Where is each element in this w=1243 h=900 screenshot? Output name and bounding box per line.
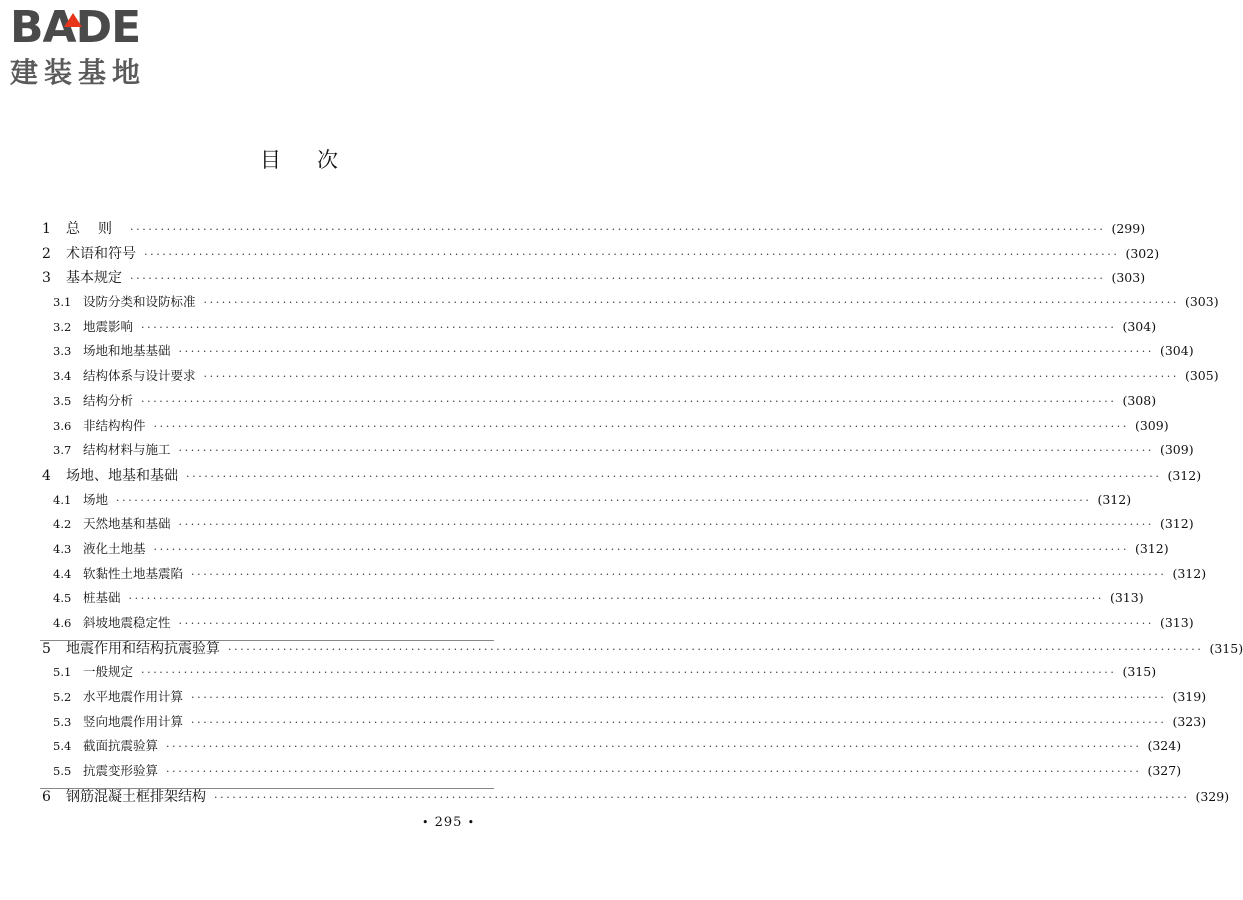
toc-entry-number: 4.2	[53, 517, 72, 532]
toc-entry-page: (303)	[1184, 294, 1219, 310]
toc-entry-number: 3.3	[53, 344, 72, 359]
logo-wordmark: BADE	[10, 2, 141, 53]
toc-entry-page: (302)	[1125, 245, 1160, 261]
toc-entry-page: (313)	[1109, 590, 1144, 606]
toc-entry-page: (304)	[1122, 318, 1157, 334]
toc-entry-page: (309)	[1134, 417, 1169, 433]
toc-entry-page: (312)	[1097, 491, 1132, 507]
toc-entry-page: (299)	[1111, 221, 1146, 236]
toc-entry-page: (308)	[1122, 392, 1157, 408]
toc-entry[interactable]	[40, 786, 1230, 811]
toc-dot-leader: ································································································································································	[130, 223, 1106, 236]
toc-entry[interactable]	[40, 490, 1132, 515]
toc-entry[interactable]	[40, 712, 1207, 737]
toc-entry-title: 桩基础	[83, 590, 121, 606]
toc-dot-leader: ································································································································································	[228, 642, 1204, 656]
toc-entry-number: 6	[42, 788, 51, 805]
toc-entry-number: 1	[42, 221, 51, 237]
toc-dot-leader: ································································································································································	[178, 518, 1154, 532]
toc-dot-leader: ································································································································································	[166, 740, 1142, 754]
toc-entry-page: (312)	[1167, 467, 1202, 483]
toc-entry[interactable]	[40, 465, 1202, 490]
toc-entry-title: 结构体系与设计要求	[83, 368, 196, 384]
toc-dot-leader: ································································································································································	[186, 469, 1162, 483]
page-title	[0, 144, 600, 174]
toc-entry-page: (313)	[1159, 615, 1194, 630]
section-divider	[40, 640, 494, 641]
toc-entry[interactable]	[40, 687, 1207, 712]
toc-entry-title: 地震影响	[83, 318, 134, 334]
toc-entry-title: 抗震变形验算	[83, 763, 159, 779]
toc-entry-number: 5.2	[53, 690, 72, 705]
toc-entry-title: 基本规定	[66, 270, 122, 287]
toc-entry[interactable]	[40, 267, 1146, 292]
toc-entry-number: 3.7	[53, 443, 72, 458]
toc-dot-leader: ································································································································································	[144, 247, 1120, 261]
toc-entry-title: 场地和地基基础	[83, 343, 171, 359]
toc-entry-title: 结构分析	[83, 392, 134, 408]
toc-dot-leader: ································································································································································	[153, 542, 1129, 556]
toc-dot-leader: ································································································································································	[116, 493, 1092, 507]
toc-entry[interactable]	[40, 341, 1194, 366]
bade-logo	[10, 4, 180, 96]
toc-entry-title: 结构材料与施工	[83, 442, 171, 458]
toc-entry[interactable]	[40, 613, 1194, 638]
toc-dot-leader: ································································································································································	[141, 394, 1117, 408]
toc-entry[interactable]	[40, 391, 1157, 416]
toc-entry[interactable]	[40, 218, 1146, 243]
toc-entry-page: (312)	[1159, 516, 1194, 532]
toc-dot-leader: ································································································································································	[141, 320, 1117, 334]
toc-entry-page: (304)	[1159, 343, 1194, 359]
toc-entry-number: 5.5	[53, 764, 72, 779]
toc-entry-number: 2	[42, 245, 51, 262]
toc-entry-number: 3.5	[53, 393, 72, 408]
toc-entry-title: 斜坡地震稳定性	[83, 615, 171, 630]
toc-entry-page: (309)	[1159, 442, 1194, 458]
toc-entry-title: 地震作用和结构抗震验算	[66, 640, 220, 657]
toc-entry-number: 3.4	[53, 369, 72, 384]
toc-entry-title: 水平地震作用计算	[83, 689, 184, 705]
toc-entry-title: 一般规定	[83, 664, 134, 680]
toc-dot-leader: ································································································································································	[166, 765, 1142, 779]
toc-entry[interactable]	[40, 564, 1207, 589]
toc-entry[interactable]	[40, 292, 1219, 317]
toc-entry-number: 4.1	[53, 492, 72, 507]
toc-dot-leader: ································································································································································	[178, 444, 1154, 458]
toc-entry[interactable]	[40, 588, 1144, 613]
toc-entry[interactable]	[40, 514, 1194, 539]
toc-entry-number: 4.5	[53, 591, 72, 606]
page-number-value: 295	[434, 815, 463, 830]
toc-entry[interactable]	[40, 638, 1243, 663]
toc-dot-leader: ································································································································································	[130, 272, 1106, 286]
toc-entry[interactable]	[40, 761, 1182, 786]
toc-entry-title: 场地	[83, 491, 109, 507]
logo-accent-triangle	[64, 13, 82, 27]
toc-dot-leader: ································································································································································	[128, 592, 1104, 606]
toc-entry-title: 总则	[66, 221, 130, 237]
page-number: • 295 •	[422, 815, 476, 830]
toc-dot-leader: ································································································································································	[203, 296, 1179, 310]
toc-entry-number: 5.4	[53, 739, 72, 754]
toc-entry-title: 设防分类和设防标准	[83, 294, 196, 310]
toc-dot-leader: ································································································································································	[191, 567, 1167, 581]
toc-entry-page: (303)	[1111, 270, 1146, 286]
toc-entry-title: 竖向地震作用计算	[83, 713, 184, 729]
toc-entry-page: (324)	[1147, 738, 1182, 754]
section-divider	[40, 788, 494, 789]
toc-entry-page: (312)	[1172, 565, 1207, 581]
toc-entry-title: 液化土地基	[83, 540, 146, 556]
toc-entry-number: 5	[42, 640, 51, 657]
toc-entry-page: (305)	[1184, 368, 1219, 384]
toc-entry-number: 3.1	[53, 295, 72, 310]
toc-entry-number: 4.4	[53, 566, 72, 581]
toc-dot-leader: ································································································································································	[178, 617, 1154, 630]
toc-entry-title: 天然地基和基础	[83, 516, 171, 532]
toc-entry-title: 术语和符号	[66, 245, 136, 262]
toc-entry-number: 3	[42, 270, 51, 287]
page-title-char-1: 目	[260, 148, 283, 172]
toc-entry-number: 3.2	[53, 319, 72, 334]
toc-entry-number: 4	[42, 467, 51, 484]
toc-entry-title: 软黏性土地基震陷	[83, 565, 184, 581]
toc-entry-number: 5.1	[53, 665, 72, 680]
toc-entry-page: (315)	[1122, 664, 1157, 680]
toc-entry-number: 3.6	[53, 418, 72, 433]
toc-entry-page: (327)	[1147, 763, 1182, 779]
toc-entry[interactable]	[40, 366, 1219, 391]
toc-entry[interactable]	[40, 243, 1160, 268]
toc-dot-leader: ································································································································································	[191, 715, 1167, 729]
logo-subtitle: 建装基地	[10, 56, 147, 89]
toc-entry-title: 场地、地基和基础	[66, 467, 178, 484]
toc-entry-page: (319)	[1172, 689, 1207, 705]
toc-entry[interactable]	[40, 662, 1157, 687]
toc-entry-title: 截面抗震验算	[83, 738, 159, 754]
toc-entry-title: 钢筋混凝土框排架结构	[66, 788, 206, 805]
toc-entry-title: 非结构构件	[83, 417, 146, 433]
toc-entry-number: 5.3	[53, 714, 72, 729]
toc-entry[interactable]	[40, 736, 1182, 761]
toc-dot-leader: ································································································································································	[153, 419, 1129, 433]
toc-entry-page: (329)	[1195, 788, 1230, 804]
toc-entry[interactable]	[40, 539, 1169, 564]
toc-dot-leader: ································································································································································	[178, 345, 1154, 359]
toc-entry-page: (315)	[1209, 640, 1243, 656]
toc-entry-page: (312)	[1134, 540, 1169, 556]
toc-dot-leader: ································································································································································	[214, 790, 1190, 804]
toc-entry[interactable]	[40, 317, 1157, 342]
toc-entry[interactable]	[40, 416, 1169, 441]
toc-dot-leader: ································································································································································	[203, 370, 1179, 384]
toc-entry[interactable]	[40, 440, 1194, 465]
toc-entry-number: 4.3	[53, 541, 72, 556]
toc-entry-number: 4.6	[53, 616, 72, 630]
page-title-char-2: 次	[317, 148, 340, 172]
table-of-contents	[40, 218, 1243, 811]
toc-dot-leader: ································································································································································	[141, 666, 1117, 680]
toc-dot-leader: ································································································································································	[191, 691, 1167, 705]
toc-entry-page: (323)	[1172, 713, 1207, 729]
